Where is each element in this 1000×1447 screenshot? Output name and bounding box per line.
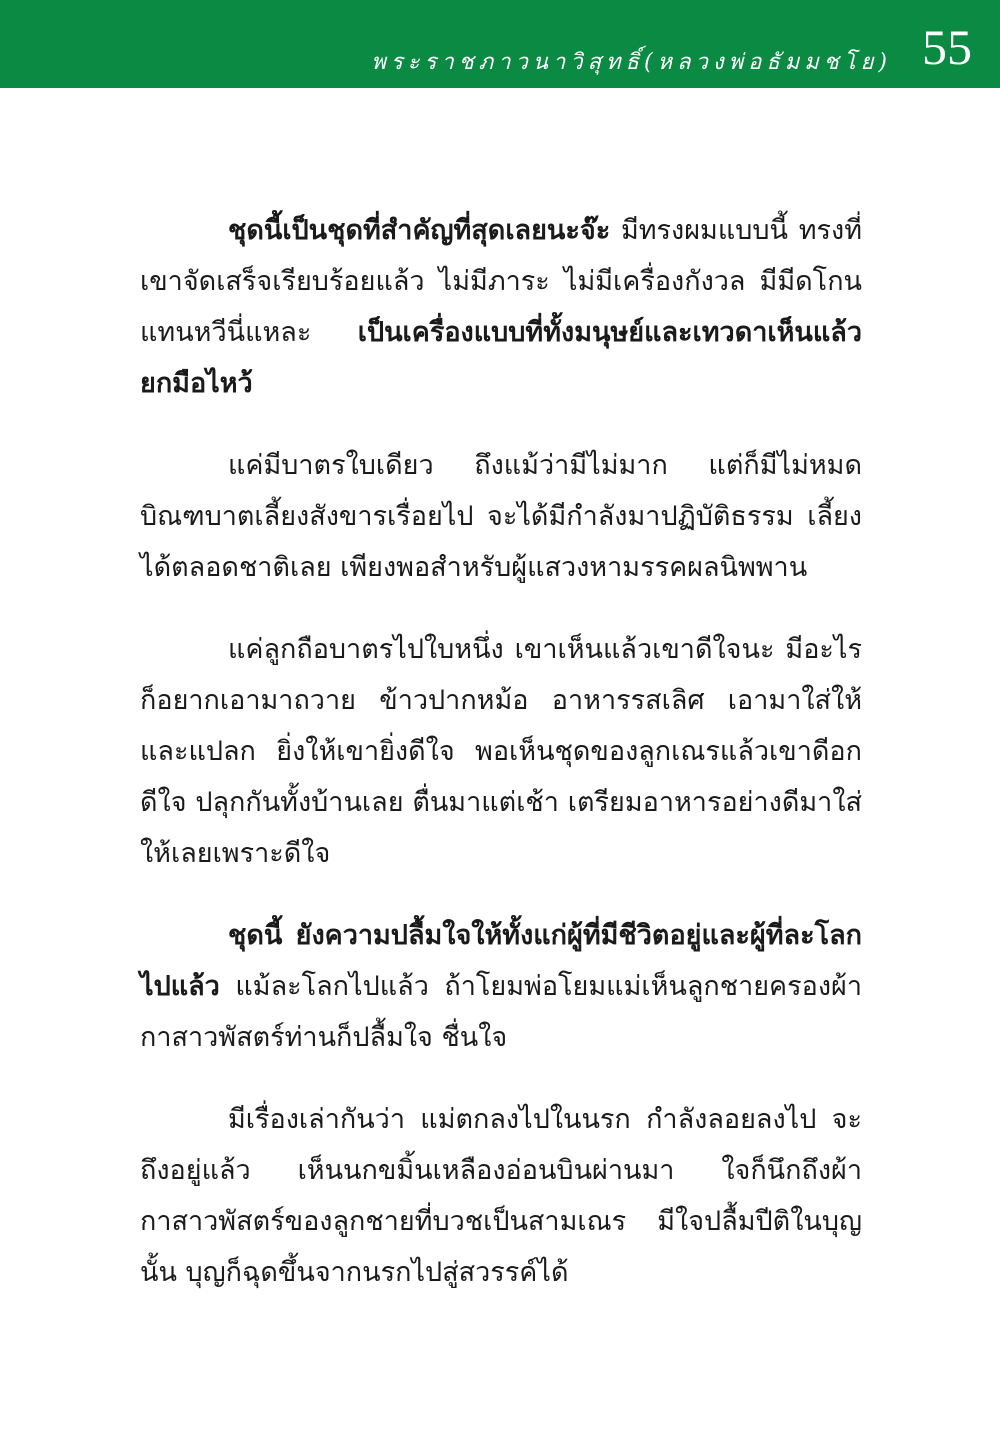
paragraph-4-bold-lead: ชุดนี้ ยังความปลื้มใจให้ทั้งแก่ผู้ที่มีชีวิตอยู่และผู้ที่ละโลกไปแล้ว [140, 920, 862, 1002]
paragraph-1-text: มีทรงผมแบบนี้ ทรงที่เขาจัดเสร็จเรียบร้อยแล้ว ไม่มีภาระ ไม่มีเครื่องกังวล มีมีดโกนแทนหวีนี่แหละ [140, 215, 862, 348]
paragraph-2 [140, 440, 862, 593]
paragraph-2-text: แค่มีบาตรใบเดียว ถึงแม้ว่ามีไม่มาก แต่ก็มีไม่หมด บิณฑบาตเลี้ยงสังขารเรื่อยไป จะได้มีกำลังมาปฏิบัติธรรม เลี้ยงได้ตลอดชาติเลย เพียงพอสำหรับผู้แสวงหามรรคผลนิพพาน [140, 450, 862, 583]
paragraph-3 [140, 624, 862, 879]
paragraph-4 [140, 910, 862, 1063]
paragraph-1 [140, 205, 862, 409]
paragraph-3-text: แค่ลูกถือบาตรไปใบหนึ่ง เขาเห็นแล้วเขาดีใจนะ มีอะไรก็อยากเอามาถวาย ข้าวปากหม้อ อาหารรสเลิศ เอามาใส่ให้และแปลก ยิ่งให้เขายิ่งดีใจ พอเห็นชุดของลูกเณรแล้วเขาดีอกดีใจ ปลุกกันทั้งบ้านเลย ตื่นมาแต่เช้า เตรียมอาหารอย่างดีมาใส่ให้เลยเพราะดีใจ [140, 634, 862, 869]
paragraph-5-text: มีเรื่องเล่ากันว่า แม่ตกลงไปในนรก กำลังลอยลงไป จะถึงอยู่แล้ว เห็นนกขมิ้นเหลืองอ่อนบินผ่านมา ใจก็นึกถึงผ้ากาสาวพัสตร์ของลูกชายที่บวชเป็นสามเณร มีใจปลื้มปีติในบุญนั้น บุญก็ฉุดขึ้นจากนรกไปสู่สวรรค์ได้ [140, 1104, 862, 1288]
paragraph-5 [140, 1094, 862, 1298]
paragraph-1-bold-tail: เป็นเครื่องแบบที่ทั้งมนุษย์และเทวดาเห็นแล้วยกมือไหว้ [140, 317, 862, 399]
running-header-title: พระราชภาวนาวิสุทธิ์(หลวงพ่อธัมมชโย) [371, 50, 892, 75]
page-header-bar [0, 0, 1000, 88]
page-body [140, 205, 862, 1298]
page-number: 55 [922, 19, 972, 75]
paragraph-4-text: แม้ละโลกไปแล้ว ถ้าโยมพ่อโยมแม่เห็นลูกชายครองผ้ากาสาวพัสตร์ท่านก็ปลื้มใจ ชื่นใจ [140, 971, 862, 1053]
paragraph-1-bold-lead: ชุดนี้เป็นชุดที่สำคัญที่สุดเลยนะจ๊ะ [228, 215, 611, 246]
